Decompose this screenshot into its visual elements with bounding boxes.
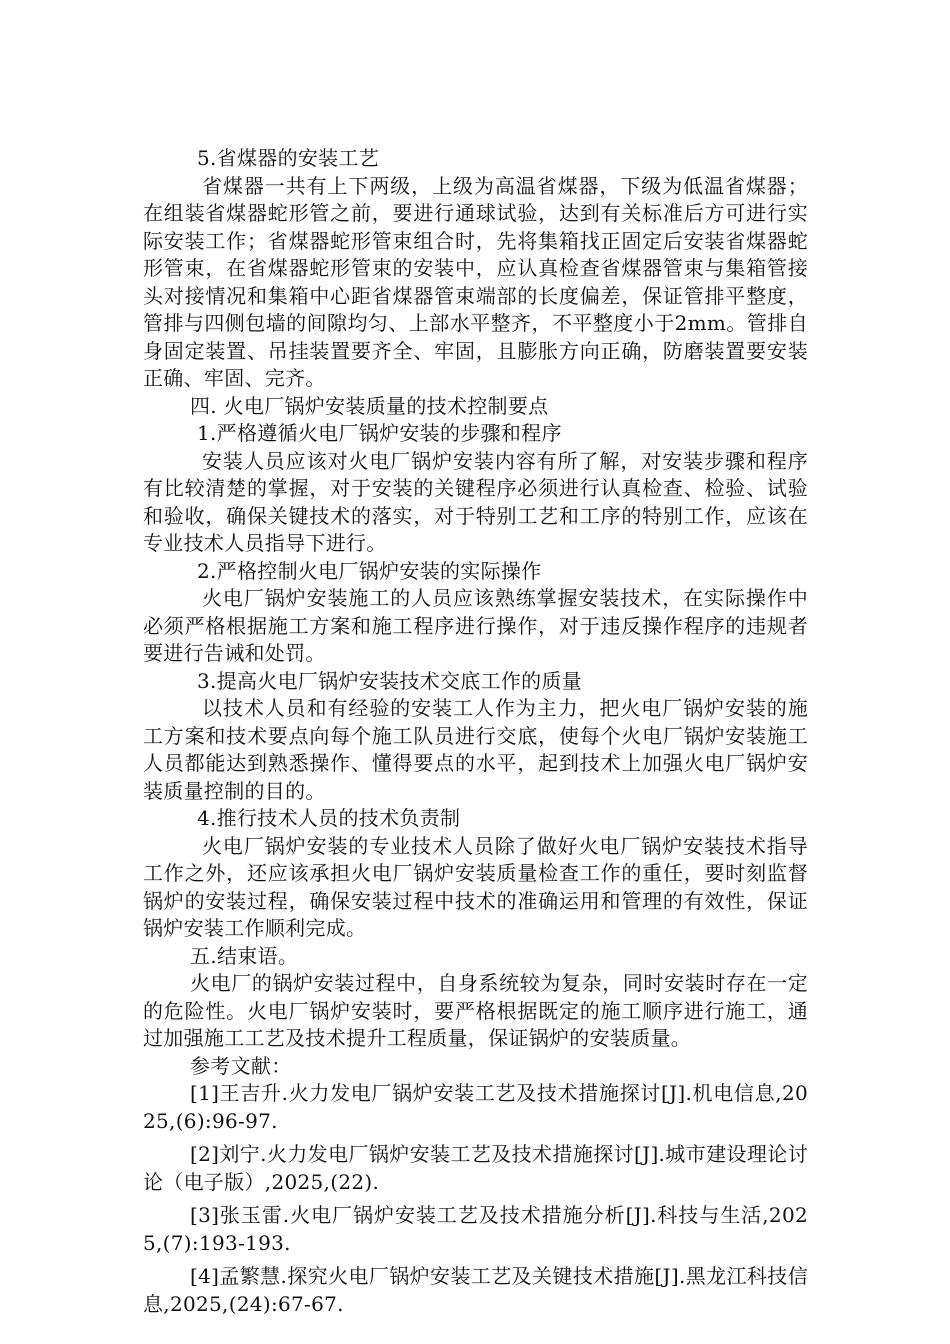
- paragraph-economizer: 省煤器一共有上下两级，上级为高温省煤器，下级为低温省煤器；在组装省煤器蛇形管之前，要进行通球试验，达到有关标准后方可进行实际安装工作；省煤器蛇形管束组合时，先将集箱找正固定后安装省煤器蛇形管束，在省煤器蛇形管束的安装中，应认真检查省煤器管束与集箱管接头对接情况和集箱中心距省煤器管束端部的长度偏差，保证管排平整度，管排与四侧包墙的间隙均匀、上部水平整齐，不平整度小于2mm。管排自身固定装置、吊挂装置要齐全、牢固，且膨胀方向正确，防磨装置要安装正确、牢固、完齐。: [143, 173, 808, 390]
- reference-item: [1]王吉升.火力发电厂锅炉安装工艺及技术措施探讨[J].机电信息,2025,(6):96-97.: [143, 1081, 808, 1133]
- document-body: [143, 145, 808, 1318]
- paragraph-steps: 安装人员应该对火电厂锅炉安装内容有所了解，对安装步骤和程序有比较清楚的掌握，对于安装的关键程序必须进行认真检查、检验、试验和验收，确保关键技术的落实，对于特别工艺和工序的特别工作，应该在专业技术人员指导下进行。: [143, 448, 808, 555]
- reference-item: [4]孟繁慧.探究火电厂锅炉安装工艺及关键技术措施[J].黑龙江科技信息,2025,(24):67-67.: [143, 1264, 808, 1316]
- references-heading: 参考文献：: [190, 1053, 292, 1078]
- subheading-steps: 1.严格遵循火电厂锅炉安装的步骤和程序: [197, 421, 562, 445]
- subheading-briefing: 3.提高火电厂锅炉安装技术交底工作的质量: [197, 668, 583, 693]
- subheading-operation: 2.严格控制火电厂锅炉安装的实际操作: [197, 558, 542, 583]
- section-heading-quality-control: 四. 火电厂锅炉安装质量的技术控制要点: [190, 393, 549, 418]
- subheading-responsibility: 4.推行技术人员的技术负责制: [197, 806, 461, 830]
- section-heading-conclusion: 五.结束语。: [190, 943, 299, 968]
- paragraph-conclusion: 火电厂的锅炉安装过程中，自身系统较为复杂，同时安装时存在一定的危险性。火电厂锅炉安装时，要严格根据既定的施工顺序进行施工，通过加强施工工艺及技术提升工程质量，保证锅炉的安装质量。: [143, 971, 808, 1050]
- section-heading-economizer: 5.省煤器的安装工艺: [197, 146, 380, 170]
- paragraph-responsibility: 火电厂锅炉安装的专业技术人员除了做好火电厂锅炉安装技术指导工作之外，还应该承担火电厂锅炉安装质量检查工作的重任，要时刻监督锅炉的安装过程，确保安装过程中技术的准确运用和管理的有效性，保证锅炉安装工作顺利完成。: [143, 833, 808, 940]
- reference-item: [2]刘宁.火力发电厂锅炉安装工艺及技术措施探讨[J].城市建设理论讨论（电子版）,2025,(22).: [143, 1142, 808, 1194]
- paragraph-operation: 火电厂锅炉安装施工的人员应该熟练掌握安装技术，在实际操作中必须严格根据施工方案和施工程序进行操作，对于违反操作程序的违规者要进行告诫和处罚。: [143, 586, 808, 665]
- reference-item: [3]张玉雷.火电厂锅炉安装工艺及技术措施分析[J].科技与生活,2025,(7):193-193.: [143, 1203, 808, 1255]
- paragraph-briefing: 以技术人员和有经验的安装工人作为主力，把火电厂锅炉安装的施工方案和技术要点向每个施工队员进行交底，使每个火电厂锅炉安装施工人员都能达到熟悉操作、懂得要点的水平，起到技术上加强火电厂锅炉安装质量控制的目的。: [143, 696, 808, 803]
